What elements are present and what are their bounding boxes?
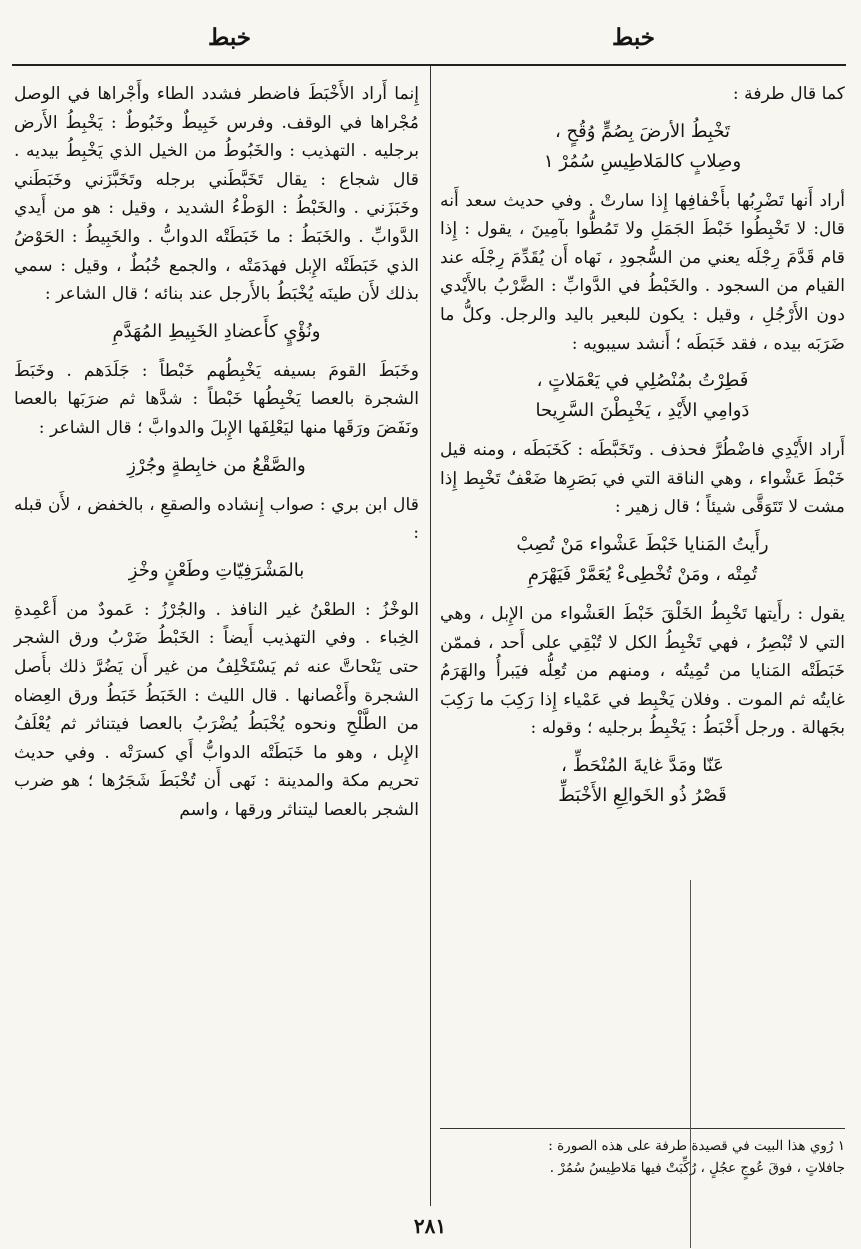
verse-line: تُمِتْه ، ومَنْ تُخْطِىءْ يُعَمَّرْ فَيَهْرَمِ: [527, 563, 758, 585]
page-number: ٢٨١: [413, 1214, 447, 1238]
verse-line: قَصْرُ ذُو الخَوالِعِ الأَخْبَطِّ: [558, 784, 727, 806]
left-verse-1: [14, 317, 419, 347]
headword-left: خبط: [208, 24, 251, 51]
verse-line: عَنّا ومَدَّ غايةَ المُنْحَطِّ ،: [561, 754, 724, 776]
right-column: [440, 80, 845, 821]
right-paragraph-3: أَراد الأَيْدِي فاضْطُرَّ فحذف . وتَخَبَّطَه : كَخَبَطَه ، ومنه قيل خَبْطَ عَشْواء ، وهي الناقة التي في بَصَرِها ضَعْفٌ تَخْبِط إِذا مشت لا تَتَوَقَّى شيئاً ؛ قال زهير :: [440, 440, 845, 518]
scan-artifact-line: [690, 880, 691, 1248]
right-paragraph-2: أراد أَنها تَضْرِبُها بأَخْفافِها إِذا سارتْ . وفي حديث سعد أَنه قال: لا تَخْبِطُوا خَبْطَ الجَمَلِ ولا تَمُطُّوا بآمِينَ ، يقول : إِذا قام قَدَّمَ رِجْلَه يعني من السُّجودِ ، نَهاه أَن يُقَدِّمَ رِجْلَه عند القيام من السجود . والخَبْطُ في الدَّوابِّ : الضَّرْبُ بالأَيْدي دون الأَرْجُلِ ، وقيل : يكون للبعير باليد والرجل. وكلُّ ما ضَرَبَه بيده ، فقد خَبَطَه ؛ أَنشد سيبويه :: [440, 190, 845, 354]
verse-line: والصَّقْعُ من خابِطةٍ وجُرْزِ: [127, 454, 306, 476]
left-paragraph-4: الوخْزُ : الطعْنُ غير النافذ . والجُرْزُ : عَمودٌ من أَعْمِدةِ الخِباء . وفي التهذيب أَيضاً : الخَبْطُ ضَرْبُ ورق الشجر حتى يَنْحاتَّ عنه ثم يَسْتَخْلِفُ من غير أَن يَضُرَّ ذلك بأَصل الشجرة وأَغْصانها . قال الليث : الخَبَطُ خَبَطُ ورق العِضاه من الطَّلْحِ ونحوه يُخْبَطُ يُضْرَبُ بالعصا فيتناثر ثم يُعْلَفُ الإِبل ، وهو ما خَبَطَتْه الدوابُّ أَي كسرَتْه . وفي حديث تحريم مكة والمدينة : نَهى أَن تُخْبَطَ شَجَرُها ؛ هو ضرب الشجر بالعصا ليتناثر ورقها ، واسم: [14, 599, 419, 820]
right-verse-2: [440, 366, 845, 426]
left-paragraph-1: إِنما أَراد الأَخْبَطَ فاضطر فشدد الطاء وأَجْراها في الوصل مُجْراها في الوقف. وفرس خَبِيطٌ وخَبُوطٌ : يَخْبِطُ الأَرض برجليه . التهذيب : والخَبُوطُ من الخيل الذي يَخْبِطُ بيديه . قال شجاع : يقال تَخَبَّطَني برجله وتَخَبَّزَني وخَبَطَني وخَبَزَني . والخَبْطُ : الوَطْءُ الشديد ، وقيل : هو من أَيدي الدَّوابِّ . والخَبَطُ : ما خَبَطَتْه الدوابُّ . والخَبِيطُ : الحَوْضُ الذي خَبَطَتْه الإِبل فهدَمَتْه ، والجمع خُبُطٌ ، وقيل : سمي بذلك لأَن طينَه يُخْبَطُ بالأَرجل عند بنائه ؛ قال الشاعر :: [14, 84, 419, 305]
right-paragraph-1: كما قال طرفة :: [732, 84, 845, 104]
left-column: [14, 80, 419, 824]
verse-line: رأَيتُ المَنايا خَبْطَ عَشْواء مَنْ تُصِبْ: [516, 533, 769, 555]
right-verse-3: [440, 530, 845, 590]
footnotes: [440, 1128, 845, 1179]
right-verse-1: [440, 117, 845, 177]
headword-right: خبط: [612, 24, 655, 51]
right-verse-4: [440, 751, 845, 811]
footnote-2: جافلاتٍ ، فوقَ عُوجٍ عجُلٍ ، رُكِّبَتْ فيها مَلاطِيسُ سُمُرْ .: [549, 1160, 845, 1176]
verse-line: بالمَشْرَفِيّاتِ وطَعْنٍ وخْزِ: [128, 559, 305, 581]
left-paragraph-3: قال ابن بري : صواب إِنشاده والصقعِ ، بالخفض ، لأَن قبله :: [14, 494, 419, 544]
verse-line: تَخْبِطُ الأرضَ بِصُمٍّ وُقُحٍ ،: [554, 120, 731, 142]
right-paragraph-4: يقول : رأَيتها تَخْبِطُ الخَلْقَ خَبْطَ العَشْواء من الإِبل ، وهي التي لا تُبْصِرُ ، فهي تَخْبِطُ الكل لا تُبْقِي على أَحد ، فممّن خَبَطَتْه المَنايا من تُمِيتُه ، ومنهم من تُعِلُّه فيَبرأُ والهَرَمُ غايتُه ثم الموت . وفلان يَخْبِط في عَمْياء إِذا رَكِبَ ما رَكِبَ بجَهالة . ورجل أَخْبَطُ : يَخْبِطُ برجليه ؛ وقوله :: [440, 603, 845, 739]
page-header: [0, 20, 861, 60]
left-verse-3: [14, 556, 419, 586]
verse-line: فَطِرْتُ بمُنْصُلِي في يَعْمَلاتٍ ،: [536, 370, 749, 392]
footnote-1: ١ رُوي هذا البيت في قصيدة طرفة على هذه الصورة :: [548, 1138, 845, 1154]
header-rule: [12, 64, 846, 66]
verse-line: وصِلابٍ كالمَلاطِيسِ سُمُرْ ١: [543, 150, 742, 172]
left-verse-2: [14, 451, 419, 481]
verse-line: دَوامِي الأَيْدِ ، يَخْبِطْنَ السَّرِيحا: [535, 400, 750, 422]
verse-line: ونُؤْيٍ كأَعضادِ الخَبِيطِ المُهَدَّمِ: [112, 320, 321, 342]
left-paragraph-2: وخَبَطَ القومَ بسيفه يَخْبِطُهم خَبْطاً : جَلَدَهم . وخَبَطَ الشجرة بالعصا يَخْبِطُها خَبْطاً : شدَّها ثم ضرَبَها بالعصا ونَفَضَ ورَقَها منها ليَعْلِفَها الإِبلَ والدوابَّ ؛ قال الشاعر :: [14, 360, 419, 438]
column-divider: [430, 66, 431, 1206]
